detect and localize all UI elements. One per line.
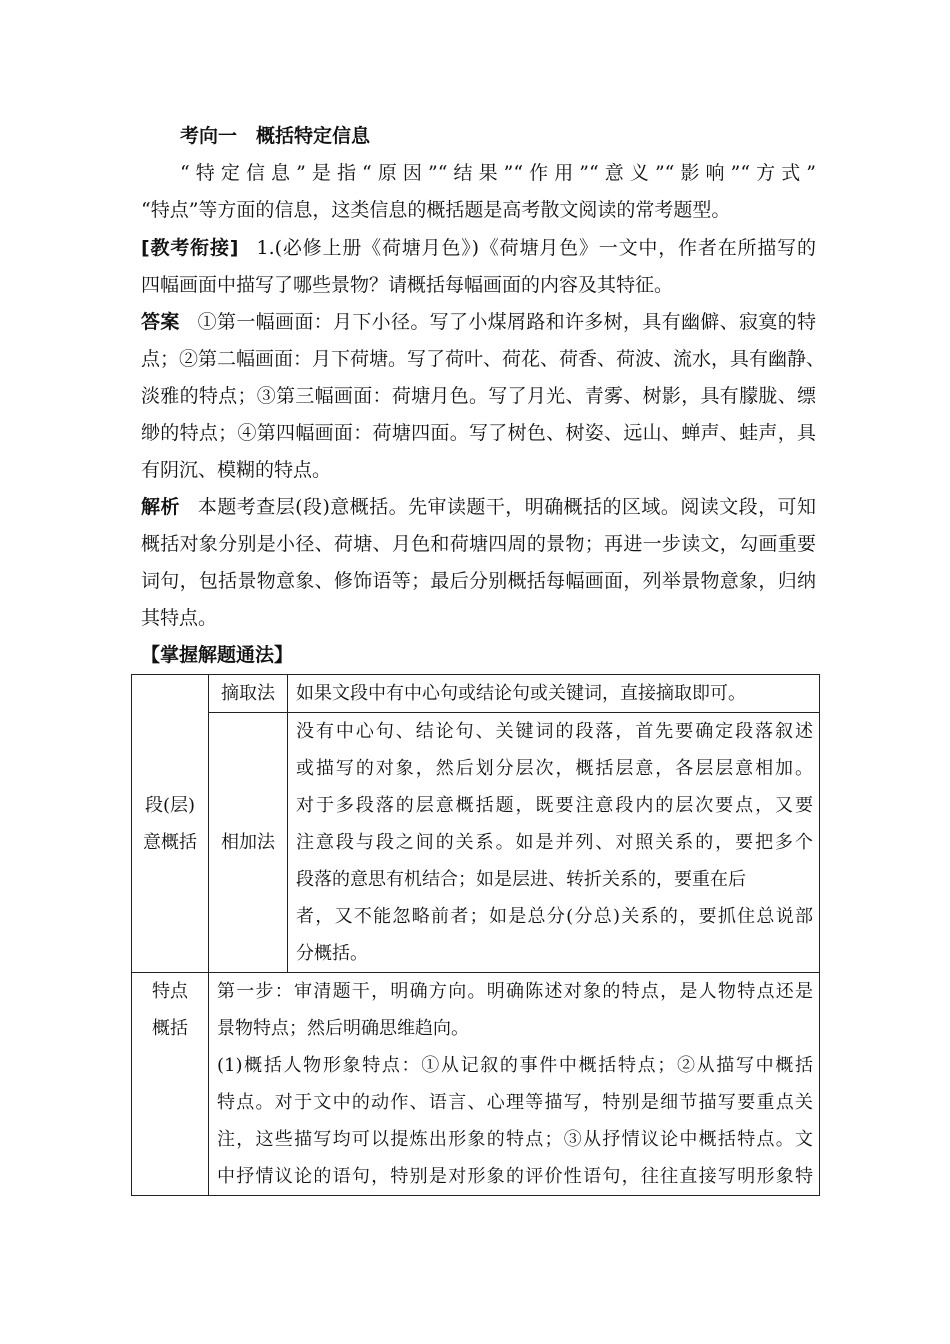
method-heading: 【掌握解题通法】: [141, 644, 294, 666]
method-text-extract: [288, 675, 820, 713]
analysis-line-1: [141, 489, 816, 526]
table-text-line: 如果文段中有中心句或结论句或关键词，直接摘取即可。: [296, 683, 746, 704]
method-text-combine: [288, 713, 820, 973]
question-text-1: 1.(必修上册《荷塘月色》)《荷塘月色》一文中，作者在所描写的: [256, 237, 816, 259]
table-text-line: 注，这些描写均可以提炼出形象的特点；③从抒情议论中概括特点。文: [217, 1129, 813, 1150]
method-table: [131, 674, 820, 1196]
category-line: 特点: [152, 981, 188, 1002]
intro-line-2: “特点”等方面的信息，这类信息的概括题是高考散文阅读的常考题型。: [141, 199, 731, 221]
category-line: 意概括: [143, 831, 197, 853]
table-text-line: 者，又不能忽略前者；如是总分(分总)关系的，要抓住总说部: [296, 906, 813, 927]
analysis-line-4: 其特点。: [141, 607, 218, 629]
table-text-line: 段落的意思有机结合；如是层进、转折关系的，要重在后: [296, 869, 746, 890]
table-text-line: 第一步：审清题干，明确方向。明确陈述对象的特点，是人物特点还是: [217, 981, 813, 1002]
analysis-line-3: 词句，包括景物意象、修饰语等；最后分别概括每幅画面，列举景物意象，归纳: [141, 570, 816, 592]
answer-line-4: 缈的特点；④第四幅画面：荷塘四面。写了树色、树姿、远山、蝉声、蛙声，具: [141, 422, 816, 444]
table-text-line: 或描写的对象，然后划分层次，概括层意，各层层意相加。: [296, 758, 813, 779]
analysis-text-1: 本题考查层(段)意概括。先审读题干，明确概括的区域。阅读文段，可知: [197, 496, 816, 518]
table-text-line: 特点。对于文中的动作、语言、心理等描写，特别是细节描写要重点关: [217, 1092, 813, 1113]
table-text-line: (1)概括人物形象特点：①从记叙的事件中概括特点；②从描写中概括: [217, 1055, 813, 1076]
category-feature-summary: [132, 973, 209, 1196]
answer-line-5: 有阴沉、模糊的特点。: [141, 459, 332, 481]
table-text-line: 景物特点；然后明确思维趋向。: [217, 1018, 469, 1039]
table-text-line: 没有中心句、结论句、关键词的段落，首先要确定段落叙述: [296, 721, 813, 742]
table-text-line: 对于多段落的层意概括题，既要注意段内的层次要点，又要: [296, 795, 813, 816]
analysis-label: 解析: [141, 496, 180, 518]
table-row: [132, 675, 820, 713]
method-name-extract: 摘取法: [209, 675, 288, 713]
section-heading: 考向一 概括特定信息: [180, 125, 371, 147]
table-text-line: 分概括。: [296, 943, 368, 964]
analysis-line-2: 概括对象分别是小径、荷塘、月色和荷塘四周的景物；再进一步读文，勾画重要: [141, 533, 816, 555]
answer-line-2: 点；②第二幅画面：月下荷塘。写了荷叶、荷花、荷香、荷波、流水，具有幽静、: [141, 348, 826, 370]
answer-line-3: 淡雅的特点；③第三幅画面：荷塘月色。写了月光、青雾、树影，具有朦胧、缥: [141, 385, 816, 407]
answer-label: 答案: [141, 311, 180, 333]
table-text-line: 中抒情议论的语句，特别是对形象的评价性语句，往往直接写明形象特: [217, 1166, 813, 1187]
question-tag: [教考衔接]: [141, 237, 239, 259]
table-row: [132, 973, 820, 1196]
answer-text-1: ①第一幅画面：月下小径。写了小煤屑路和许多树，具有幽僻、寂寞的特: [197, 311, 816, 333]
answer-line-1: [141, 304, 816, 341]
category-line: 段(层): [144, 794, 196, 816]
question-line-1: [141, 230, 816, 267]
feature-summary-text: [209, 973, 820, 1196]
table-text-line: 注意段与段之间的关系。如是并列、对照关系的，要把多个: [296, 832, 813, 853]
question-line-2: 四幅画面中描写了哪些景物？请概括每幅画面的内容及其特征。: [141, 274, 674, 296]
table-row: [132, 713, 820, 973]
intro-line-1: “特定信息”是指“原因”“结果”“作用”“意义”“影响”“方式”: [180, 162, 816, 184]
category-line: 概括: [152, 1018, 188, 1039]
category-paragraph-summary: [132, 675, 209, 973]
method-name-combine: 相加法: [209, 713, 288, 973]
